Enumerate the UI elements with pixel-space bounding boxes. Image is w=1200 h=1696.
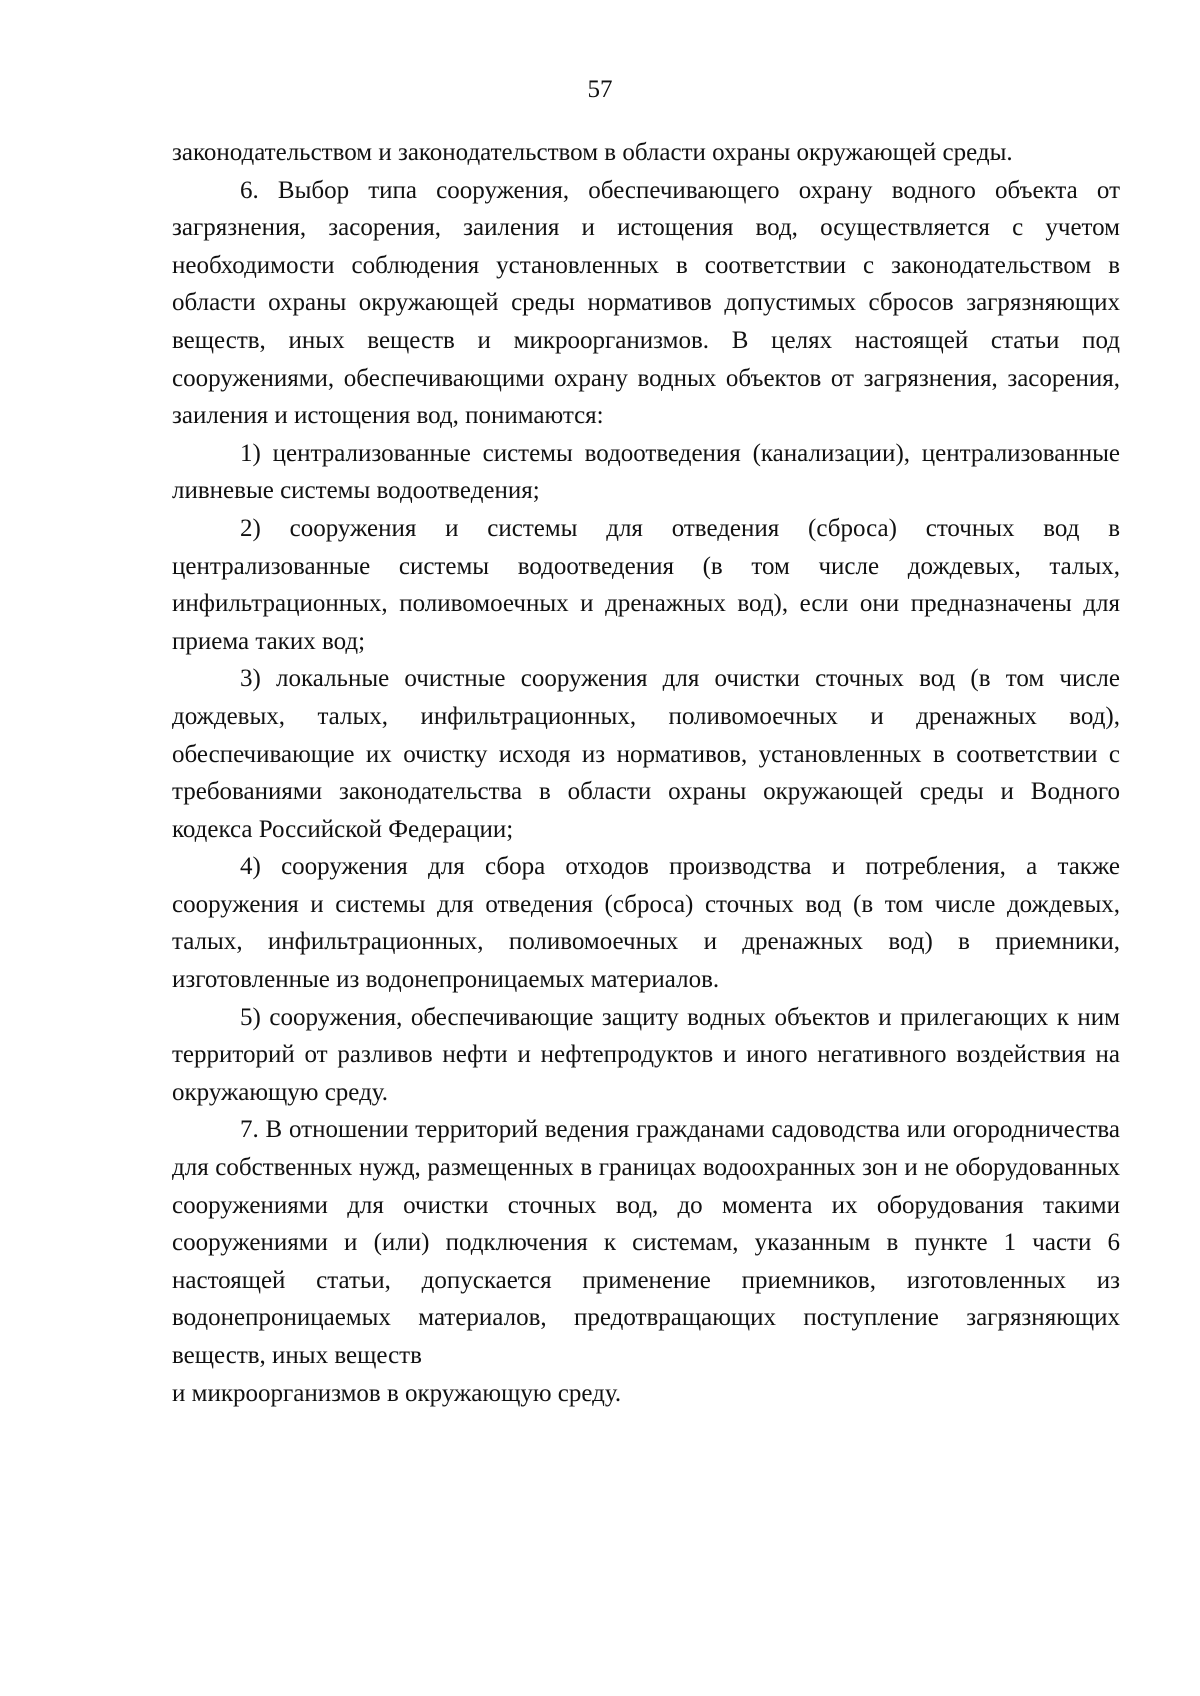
paragraph-item-7-tail <box>172 1375 1120 1413</box>
paragraph-subitem-5: 5) сооружения, обеспечивающие защиту водных объектов и прилегающих к ним территорий от разливов нефти и нефтепродуктов и иного негативного воздействия на окружающую среду. <box>172 1003 1120 1106</box>
document-body <box>172 134 1120 1412</box>
paragraph-item-7-last-line: и микроорганизмов в окружающую среду. <box>172 1379 622 1407</box>
paragraph-item-7: 7. В отношении территорий ведения гражданами садоводства или огородничества для собственных нужд, размещенных в границах водоохранных зон и не оборудованных сооружениями для очистки сточных вод, до момента их оборудования такими сооружениями и (или) подключения к системам, указанным в пункте 1 части 6 настоящей статьи, допускается применение приемников, изготовленных из водонепроницаемых материалов, предотвращающих поступление загрязняющих веществ, иных веществ <box>172 1116 1120 1369</box>
paragraph-subitem-1: 1) централизованные системы водоотведения (канализации), централизованные ливневые системы водоотведения; <box>172 439 1120 505</box>
paragraph-subitem-2: 2) сооружения и системы для отведения (сброса) сточных вод в централизованные системы водоотведения (в том числе дождевых, талых, инфильтрационных, поливомоечных и дренажных вод), если они предназначены для приема таких вод; <box>172 514 1120 655</box>
paragraph-subitem-4: 4) сооружения для сбора отходов производства и потребления, а также сооружения и системы для отведения (сброса) сточных вод (в том числе дождевых, талых, инфильтрационных, поливомоечных и дренажных вод) в приемники, изготовленные из водонепроницаемых материалов. <box>172 853 1120 994</box>
paragraph-subitem-3: 3) локальные очистные сооружения для очистки сточных вод (в том числе дождевых, талых, инфильтрационных, поливомоечных и дренажных вод), обеспечивающие их очистку исходя из нормативов, установленных в соответствии с требованиями законодательства в области охраны окружающей среды и Водного кодекса Российской Федерации; <box>172 665 1120 843</box>
paragraph-item-6: 6. Выбор типа сооружения, обеспечивающего охрану водного объекта от загрязнения, засорения, заиления и истощения вод, осуществляется с учетом необходимости соблюдения установленных в соответствии с законодательством в области охраны окружающей среды нормативов допустимых сбросов загрязняющих веществ, иных веществ и микроорганизмов. В целях настоящей статьи под сооружениями, обеспечивающими охрану водных объектов от загрязнения, засорения, заиления и истощения вод, понимаются: <box>172 176 1120 430</box>
paragraph-continuation: законодательством и законодательством в области охраны окружающей среды. <box>172 139 1013 166</box>
page-number: 57 <box>587 76 613 103</box>
